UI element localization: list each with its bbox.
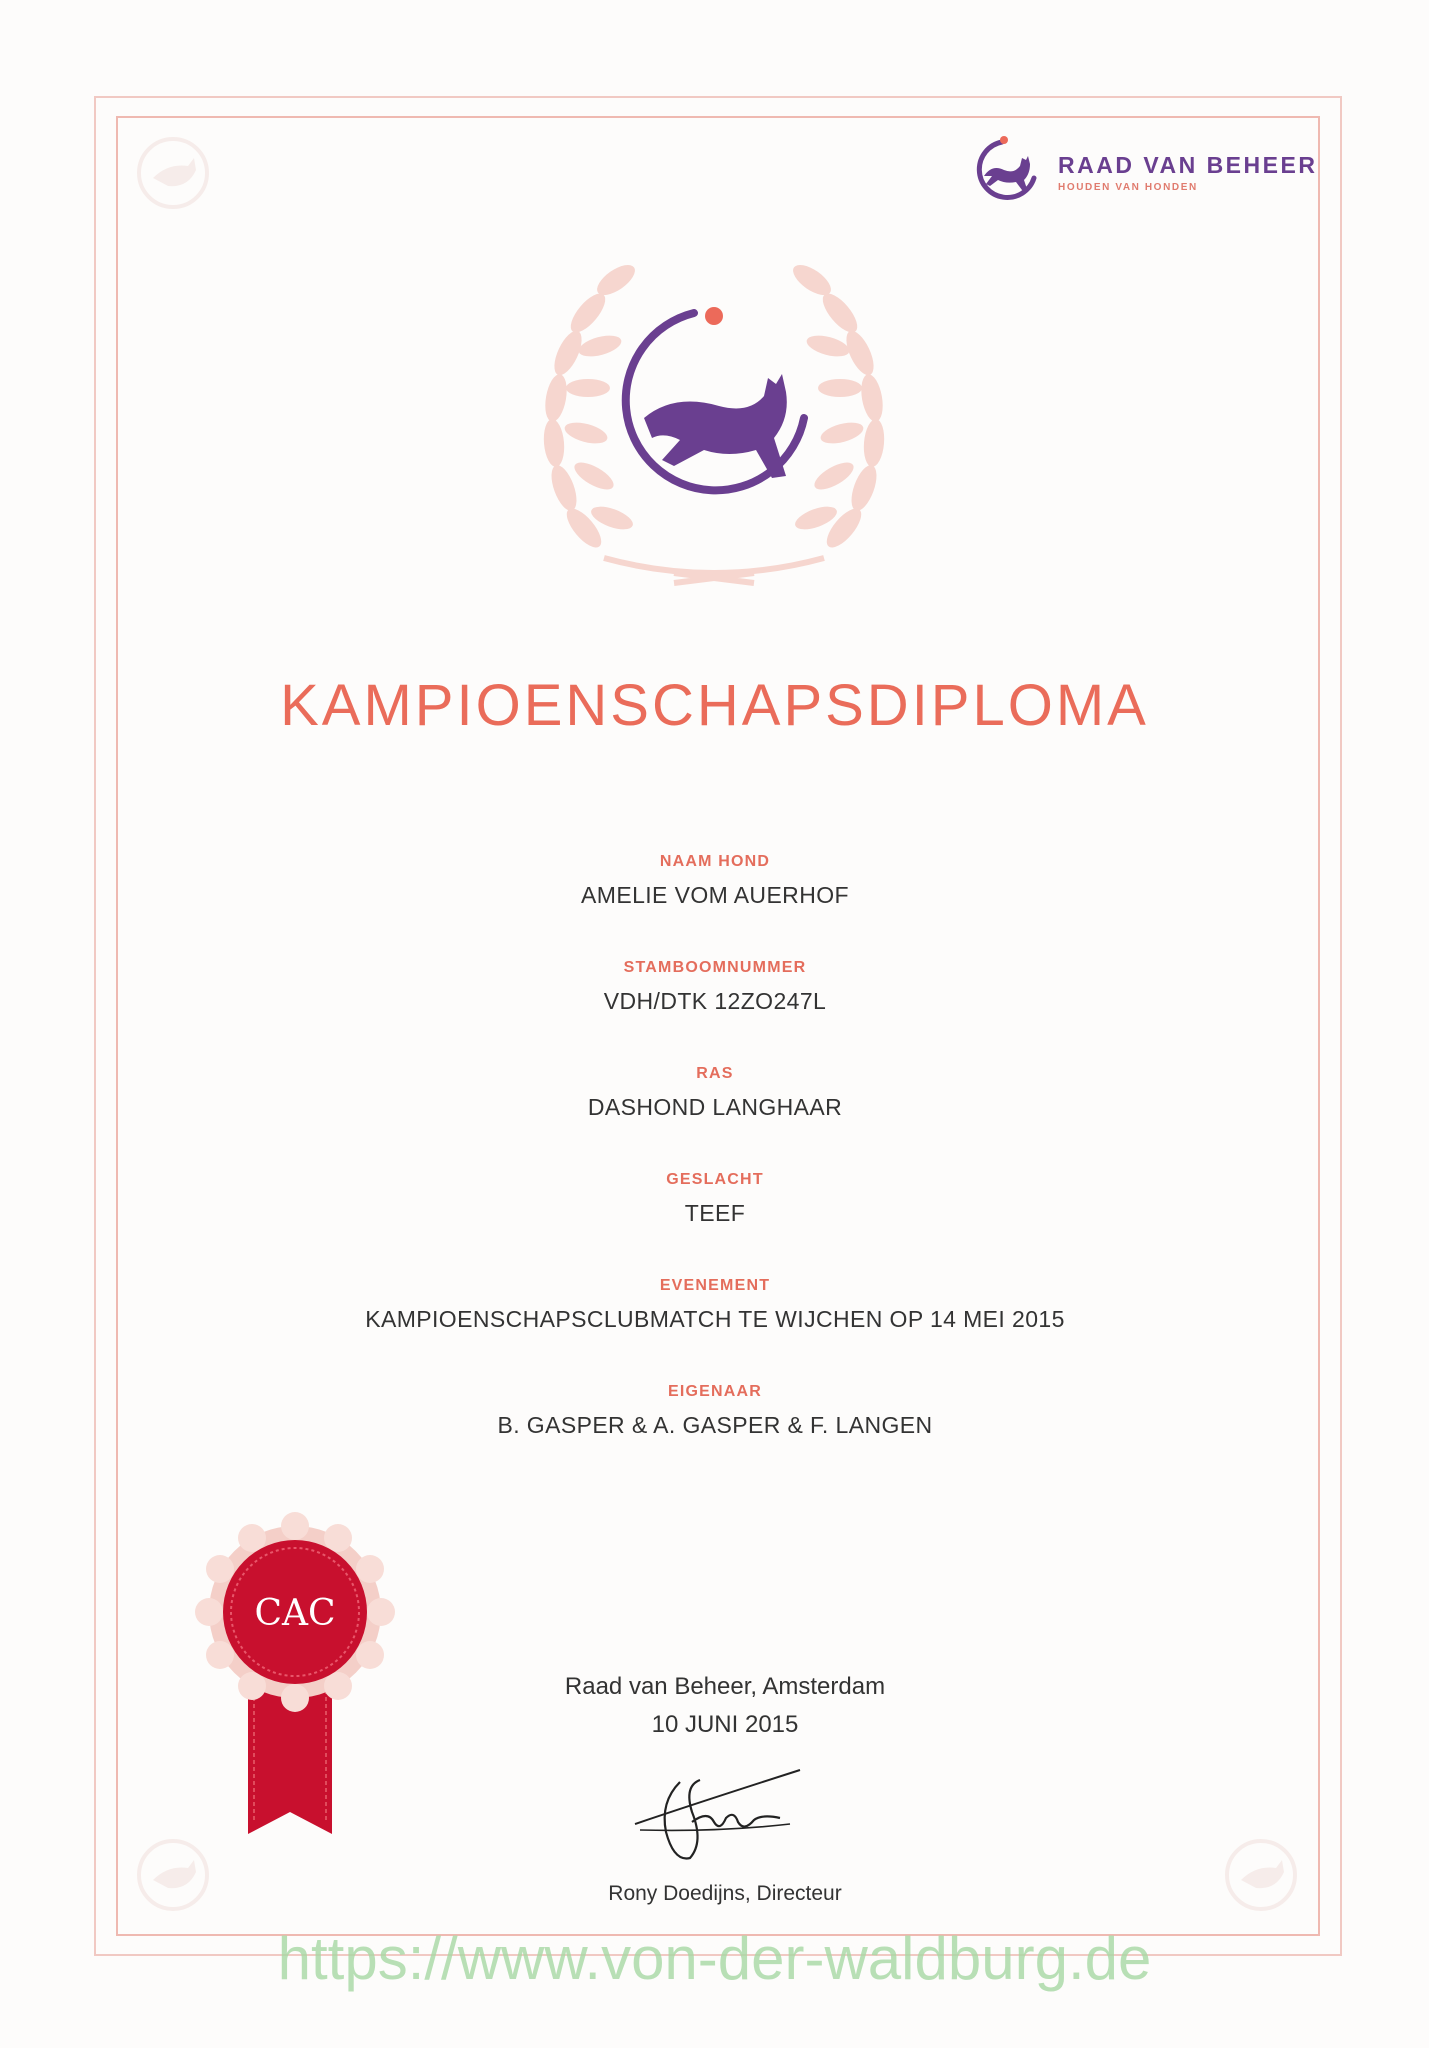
corner-dog-icon [1216, 1830, 1306, 1920]
field-ras [200, 1064, 1230, 1122]
field-naam-hond [200, 852, 1230, 910]
field-evenement [200, 1276, 1230, 1334]
field-label: EIGENAAR [667, 1383, 763, 1400]
issuer-block [440, 1668, 1010, 1744]
field-value: DASHOND LANGHAAR [587, 1094, 843, 1120]
field-label: GESLACHT [666, 1171, 764, 1188]
field-geslacht [200, 1170, 1230, 1228]
issue-date: 10 JUNI 2015 [651, 1711, 799, 1738]
diploma-title: KAMPIOENSCHAPSDIPLOMA [280, 673, 1149, 738]
corner-dog-icon [128, 128, 218, 218]
corner-dog-icon [128, 1830, 218, 1920]
field-label: NAAM HOND [659, 853, 771, 870]
signatory: Rony Doedijns, Directeur [608, 1882, 842, 1905]
signature-icon [630, 1762, 810, 1872]
brand-header [970, 134, 1318, 214]
laurel-emblem-icon [524, 228, 904, 608]
field-value: TEEF [684, 1200, 746, 1226]
seal-text: CAC [254, 1593, 336, 1634]
cac-seal-icon [190, 1512, 400, 1842]
field-value: KAMPIOENSCHAPSCLUBMATCH TE WIJCHEN OP 14 MEI 2015 [365, 1306, 1065, 1332]
watermark: https://www.von-der-waldburg.de [277, 1925, 1152, 1992]
raad-van-beheer-logo-icon [970, 134, 1042, 206]
field-stamboomnummer [200, 958, 1230, 1016]
issuer-place: Raad van Beheer, Amsterdam [564, 1673, 886, 1700]
field-label: RAS [696, 1065, 734, 1082]
field-label: STAMBOOMNUMMER [623, 959, 807, 976]
field-value: B. GASPER & A. GASPER & F. LANGEN [497, 1412, 933, 1438]
field-eigenaar [200, 1382, 1230, 1440]
field-value: VDH/DTK 12ZO247L [603, 988, 827, 1014]
brand-name: RAAD VAN BEHEER [1058, 152, 1318, 178]
field-value: AMELIE VOM AUERHOF [581, 882, 849, 908]
brand-tagline: HOUDEN VAN HONDEN [1058, 182, 1198, 193]
field-label: EVENEMENT [659, 1277, 771, 1294]
